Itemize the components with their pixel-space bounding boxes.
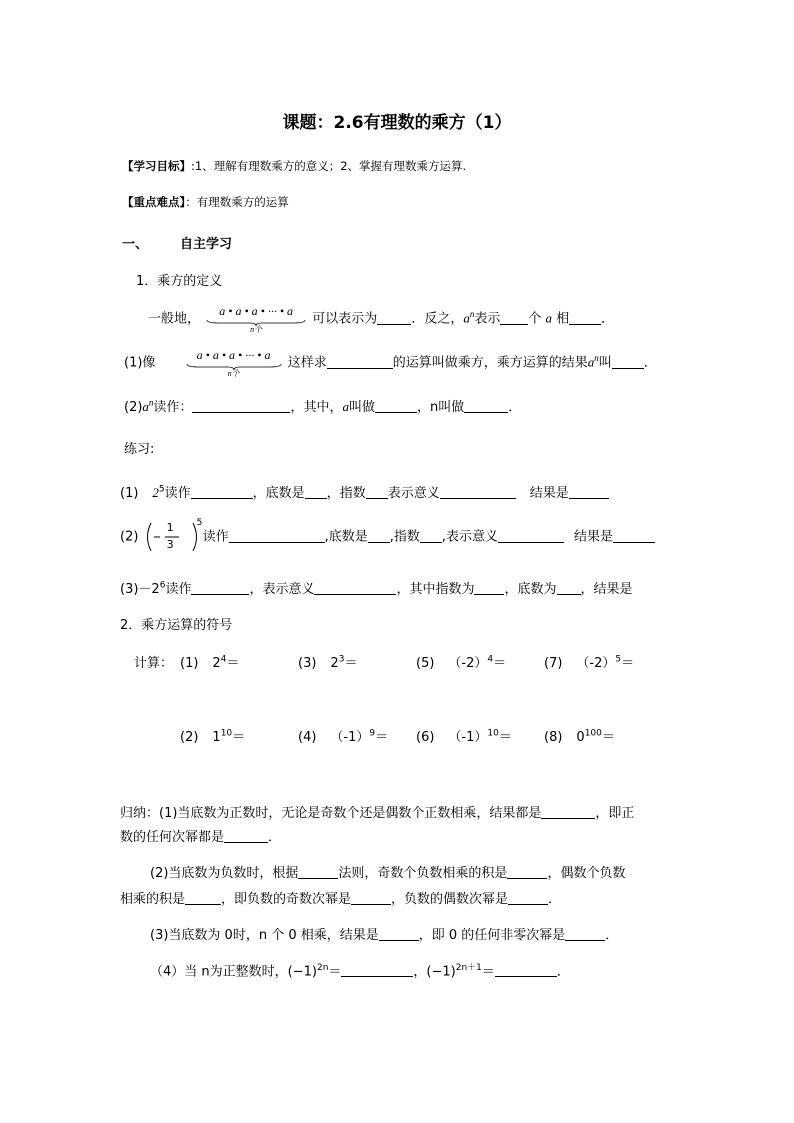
section-heading [122,233,232,252]
text: ，即负数的奇数次幂是 [221,892,352,907]
blank[interactable] [498,529,564,543]
product-expr: a • a • a • ··· • a [219,304,294,318]
calc-num: (3) [298,656,317,671]
brace-sub: n个 [227,369,240,378]
goals-text: :1、理解有理数乘方的意义；2、掌握有理数乘方运算. [191,159,467,173]
text: ,表示意义 [441,529,498,545]
text: 表示意义 [387,486,440,501]
text: (2)当底数为负数时，根据 [150,866,299,881]
calc-exp: 4 [220,654,227,665]
calc-eq: ＝ [226,656,240,671]
calc-base: （-1） [448,730,488,745]
base: 2 [152,485,159,500]
text: ,底数是 [324,529,368,545]
text: ，n叫做 [416,400,465,415]
practice-3 [120,578,633,597]
blank[interactable] [464,399,508,413]
text: ． [556,964,570,980]
blank[interactable] [314,581,396,595]
text: (1)像 [124,355,156,371]
blank[interactable] [377,311,411,325]
text: ． [268,830,282,845]
exp: 2n [316,963,329,973]
calc-base: 2 [330,656,339,671]
text: ，即 0 的任何非零次幂是 [418,928,566,943]
def-line-3 [124,396,521,415]
product-brace [184,348,284,378]
exp: 2n＋1 [455,963,482,973]
calc-exp: 10 [220,728,233,739]
blank[interactable] [569,311,601,325]
calc-item [298,726,388,745]
summary-2b [120,888,561,907]
keypoint-text: ：有理数乘方的运算 [185,195,289,209]
calc-item [298,652,357,671]
calc-item [180,652,239,671]
text: （4）当 n为正整数时， [150,964,288,980]
text: ，底数为 [504,582,557,597]
calc-eq: ＝ [498,730,512,745]
base: －2 [138,582,160,597]
calc-exp: 5 [615,654,622,665]
def-line-1 [148,304,614,334]
calc-num: (7) [544,656,563,671]
goals-label: 【学习目标】 [122,159,191,173]
calc-eq: ＝ [601,730,615,745]
blank[interactable] [557,581,581,595]
blank[interactable] [305,485,327,499]
frac-num: 1 [166,521,174,534]
calc-item [544,726,615,745]
calc-eq: ＝ [621,656,635,671]
summary-1b [120,826,281,845]
text: 读作 [165,582,192,597]
calc-exp: 3 [338,654,345,665]
calc-item [416,652,506,671]
exp: 6 [159,580,166,591]
var-a: a [587,354,595,370]
text: 结果是 [574,529,614,545]
blank[interactable] [191,485,253,499]
var-a: a [463,310,470,326]
summary-3 [150,924,618,943]
text: 一般地， [148,311,201,327]
learning-goals [122,158,466,174]
def-line-2 [124,348,657,378]
text: ，偶数个负数 [547,866,626,881]
text: 可以表示为 [312,311,378,327]
calc-exp: 4 [487,654,494,665]
text: 叫 [598,355,612,371]
text: ，(−1) [413,964,456,980]
calc-exp: 9 [369,728,376,739]
blank[interactable] [375,399,417,413]
blank[interactable] [229,529,325,543]
text: ，即正 [595,806,635,821]
text: 读作 [202,529,229,545]
frac-den: 3 [166,538,174,551]
text: 个 [528,311,542,327]
practice-1 [120,482,609,501]
blank[interactable] [351,891,391,905]
text: ＝ [481,964,495,980]
exp: 5 [158,484,165,495]
text: ． [605,928,619,943]
exp: n [469,309,475,320]
page-title: 课题：2.6有理数的乘方（1） [282,113,512,133]
text: 归纳：(1)当底数为正数时，无论是奇数个还是偶数个正数相乘，结果都是 [120,806,542,821]
exp: n [148,397,154,408]
calc-label: 计算： [134,656,174,671]
blank[interactable] [440,485,516,499]
calc-eq: ＝ [375,730,389,745]
text: 数的任何次幂都是 [120,830,225,845]
blank[interactable] [341,963,413,977]
calc-exp: 10 [487,728,499,739]
num: (1) [120,486,139,501]
product-brace [204,304,308,334]
text: 读作： [153,400,193,415]
calc-base: （-2） [448,656,488,671]
exp: 5 [196,518,203,528]
text: ，其中指数为 [396,582,475,597]
blank[interactable] [495,963,557,977]
text: ，其中， [290,400,343,415]
calc-item [180,726,245,745]
calc-base: 2 [212,656,221,671]
calc-eq: ＝ [493,656,507,671]
calc-num: (6) [416,730,435,745]
blank[interactable] [420,529,442,543]
blank[interactable] [298,865,338,879]
text: 叫做 [348,400,375,415]
def-heading: 1．乘方的定义 [136,274,223,289]
blank[interactable] [185,891,221,905]
blank[interactable] [368,529,390,543]
blank[interactable] [379,927,419,941]
text: ． [508,400,522,415]
exp: n [594,353,599,364]
summary-4 [150,960,570,979]
text: ＝ [328,964,342,980]
text: 结果是 [529,486,569,501]
calc-base: 1 [212,730,221,745]
text: 法则，奇数个负数相乘的积是 [338,866,508,881]
blank[interactable] [366,485,388,499]
section-number: 一、 [122,237,149,252]
blank[interactable] [327,355,393,369]
text: ,指数 [389,529,420,545]
brace-sub: n个 [250,325,263,334]
blank[interactable] [612,355,644,369]
key-points [122,194,289,210]
product-expr: a • a • a • ··· • a [196,348,271,362]
text: ，负数的偶数次幂是 [391,892,509,907]
text: 的运算叫做乘方，乘方运算的结果 [392,355,588,371]
text: 表示 [474,311,501,327]
text: (−1) [287,964,317,980]
text: 这样求 [287,355,327,371]
calc-num: (8) [544,730,563,745]
num: (2) [120,529,139,545]
text: ．反之， [411,311,464,327]
text: ． [601,311,615,327]
text: ，指数 [326,486,366,501]
calc-num: (5) [416,656,435,671]
text: 相 [556,311,570,327]
blank[interactable] [224,829,268,843]
summary-1a [120,802,634,821]
text: 读作 [164,486,191,501]
calc-exp: 100 [584,728,602,739]
text: (2) [124,400,143,415]
num: (3) [120,582,139,597]
calc-base: （-1） [330,730,370,745]
calc-eq: ＝ [232,730,246,745]
practice-label: 练习: [124,442,155,457]
blank[interactable] [541,805,595,819]
var-a: a [342,399,349,414]
blank[interactable] [192,399,290,413]
fraction-power [143,520,203,554]
calc-num: (1) [180,656,199,671]
calc-num: (4) [298,730,317,745]
section-title: 自主学习 [180,237,233,252]
calc-item [416,726,512,745]
calc-eq: ＝ [344,656,358,671]
var-a: a [545,310,552,326]
blank[interactable] [508,891,548,905]
calc-item [544,652,634,671]
blank[interactable] [565,927,605,941]
text: ，表示意义 [249,582,315,597]
text: ． [643,355,657,371]
blank[interactable] [569,485,609,499]
calc-base: 0 [576,730,585,745]
text: ，结果是 [580,582,633,597]
blank[interactable] [500,311,528,325]
blank[interactable] [507,865,547,879]
blank[interactable] [474,581,504,595]
sign-heading: 2．乘方运算的符号 [120,618,233,633]
summary-2a [150,862,625,881]
calc-num: (2) [180,730,199,745]
practice-2 [120,520,655,554]
text: (3)当底数为 0时，n 个 0 相乘，结果是 [150,928,379,943]
blank[interactable] [613,529,655,543]
text: 相乘的积是 [120,892,186,907]
text: ． [548,892,562,907]
var-a: a [142,399,149,414]
text: ，底数是 [252,486,305,501]
calc-base: （-2） [576,656,616,671]
keypoint-label: 【重点难点】 [122,195,186,209]
blank[interactable] [191,581,249,595]
